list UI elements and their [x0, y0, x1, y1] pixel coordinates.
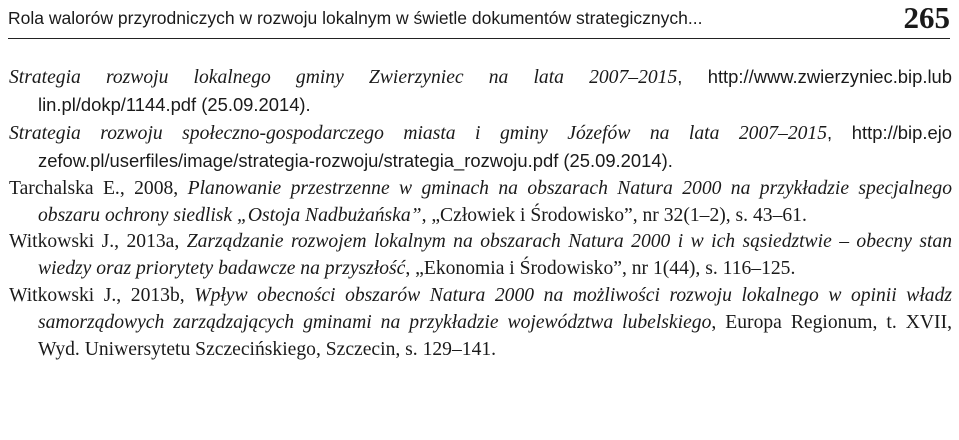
reference-title: Zarządzanie rozwojem lokalnym na obszarach Natura 2000 i w ich sąsiedztwie – obecny stan wiedzy oraz priorytety badawcze na przyszłość [38, 231, 952, 280]
reference-author: Witkowski J., 2013b, [9, 285, 195, 307]
page-number: 265 [903, 0, 950, 35]
reference-item [9, 120, 952, 176]
reference-title: Planowanie przestrzenne w gminach na obszarach Natura 2000 na przykładzie specjalnego obszaru ochrony siedlisk „Ostoja Nadbużańska” [38, 177, 953, 226]
reference-item [9, 64, 952, 120]
reference-details: , „Ekonomia i Środowisko”, nr 1(44), s. 116–125. [405, 258, 796, 280]
reference-title: Wpływ obecności obszarów Natura 2000 na możliwości rozwoju lokalnego w opinii władz samorządowych zarządzających gminami na przykładzie województwa lubelskiego [38, 285, 952, 334]
running-title: Rola walorów przyrodniczych w rozwoju lokalnym w świetle dokumentów strategicznych... [8, 8, 703, 28]
reference-details: , Europa Regionum, t. XVII, Wyd. Uniwersytetu Szczecińskiego, Szczecin, s. 129–141. [38, 312, 952, 361]
running-header [8, 0, 950, 39]
reference-item [9, 176, 952, 230]
reference-item [9, 229, 952, 283]
reference-title: Strategia rozwoju społeczno-gospodarczego miasta i gminy Józefów na lata 2007–2015 [9, 122, 828, 144]
reference-details: , http://bip.ejo zefow.pl/userfiles/image/strategia-rozwoju/strategia_rozwoju.pdf (25.09.2014). [38, 121, 953, 171]
reference-author: Witkowski J., 2013a, [9, 231, 187, 253]
reference-title: Strategia rozwoju lokalnego gminy Zwierzyniec na lata 2007–2015 [9, 67, 678, 88]
reference-details: , http://www.zwierzyniec.bip.lub lin.pl/dokp/1144.pdf (25.09.2014). [38, 66, 953, 115]
reference-details: , „Człowiek i Środowisko”, nr 32(1–2), s. 43–61. [421, 204, 807, 226]
reference-item [9, 283, 952, 364]
reference-author: Tarchalska E., 2008, [9, 177, 188, 199]
reference-list [9, 64, 952, 364]
